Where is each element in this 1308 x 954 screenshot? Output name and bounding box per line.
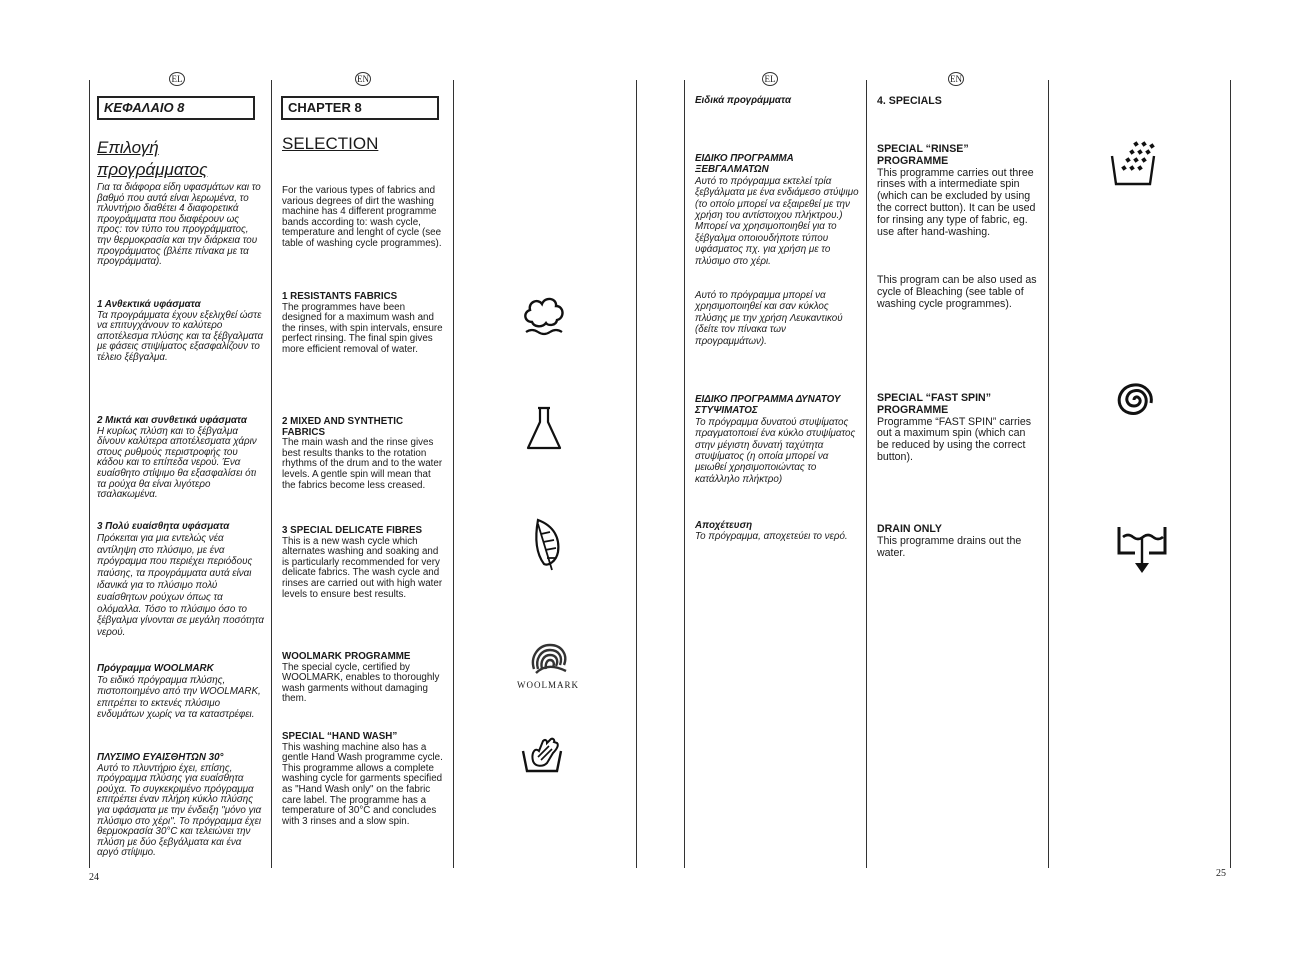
- lang-tag-greek: EL: [169, 72, 185, 86]
- woolmark-icon: [528, 639, 570, 677]
- spin-section-greek: ΕΙΔΙΚΟ ΠΡΟΓΡΑΜΜΑ ΔΥΝΑΤΟΥ ΣΤΥΨΙΜΑΤΟΣ Το πρόγραμμα δυνατού στυψίματος πραγματοποιεί ένα κύκλο στυψίματος στην μέγιστη δυνατή ταχύτητα στυψίματος (η οποία μπορεί να μειωθεί χρησιμοποιώντας το κατάλληλο πλήκτρο): [695, 394, 856, 485]
- column-divider: [636, 80, 637, 868]
- hand-wash-icon: [521, 737, 563, 775]
- rinse-section-english: SPECIAL “RINSE” PROGRAMME This programme carries out three rinses with a intermediate spin (which can be excluded by using the correct button). It can be used for rinsing any type of fabric, eg. use after hand-washing.: [877, 143, 1036, 238]
- rinse-bleach-english: This program can be also used as cycle of Bleaching (see table of washing cycle programmes).: [877, 274, 1037, 310]
- lang-tag-english: EN: [950, 74, 962, 84]
- chapter-box-english: CHAPTER 8: [281, 96, 439, 120]
- column-divider: [89, 80, 90, 868]
- page-number-right: 25: [1216, 868, 1226, 879]
- woolmark-label: WOOLMARK: [517, 680, 579, 690]
- section-5-english: SPECIAL “HAND WASH” This washing machine also has a gentle Hand Wash programme cycle. This programme allows a complete washing cycle for garments specified as "Hand Wash only" on the fabric care label. The programme has a temperature of 30°C and concludes with 3 rinses and a slow spin.: [282, 731, 443, 827]
- lang-tag-greek: EL: [762, 72, 778, 86]
- drain-section-greek: Αποχέτευση Το πρόγραμμα, αποχετεύει το νερό.: [695, 520, 848, 543]
- heading-english: 4. SPECIALS: [877, 95, 942, 107]
- drain-icon: [1115, 523, 1169, 577]
- rinse-bleach-greek: Αυτό το πρόγραμμα μπορεί να χρησιμοποιηθεί και σαν κύκλος πλύσης με την χρήση Λευκαντικού (δείτε τον πίνακα των προγραμμάτων).: [695, 290, 843, 347]
- drain-section-english: DRAIN ONLY This programme drains out the water.: [877, 523, 1022, 559]
- section-3-english: 3 SPECIAL DELICATE FIBRES This is a new wash cycle which alternates washing and soaking and is particularly recommended for very delicate fabrics. The wash cycle and rinses are carried out with high water levels to ensure best results.: [282, 525, 443, 600]
- column-divider: [1048, 80, 1049, 868]
- intro-english: For the various types of fabrics and various degrees of dirt the washing machine has 4 different programme bands according to: wash cycle, temperature and lenght of cycle (see table of washing cycle programmes).: [282, 185, 442, 249]
- page-title-english: SELECTION: [282, 134, 379, 153]
- rinse-section-greek: ΕΙΔΙΚΟ ΠΡΟΓΡΑΜΜΑ ΞΕΒΓΑΛΜΑΤΩΝ Αυτό το πρόγραμμα εκτελεί τρία ξεβγάλματα με ένα ενδιάμεσο στύψιμο (το οποίο μπορεί να εξαιρεθεί με την χρήση του αντίστοιχου πλήκτρου.) Μπορεί να χρησιμοποιηθεί για το ξέβγαλμα οποιουδήποτε τύπου υφάσματος πχ. για χρήση με το πλύσιμο στο χέρι.: [695, 153, 859, 267]
- rinse-shower-icon: [1108, 138, 1160, 188]
- column-divider: [866, 80, 867, 868]
- section-2-greek: 2 Μικτά και συνθετικά υφάσματα Η κυρίως πλύση και το ξέβγαλμα δίνουν καλύτερα αποτέλεσματα χάριν στους ρυθμούς περιστροφής του κάδου και το επίπεδα νερού. Ένα ευαίσθητο στίψιμο θα εξασφαλίσει ότι τα ρούχα θα είναι λιγότερο τσαλακωμένα.: [97, 415, 257, 501]
- spin-spiral-icon: [1112, 378, 1156, 422]
- heading-greek: Ειδικά προγράμματα: [695, 95, 792, 106]
- column-divider: [1230, 80, 1231, 868]
- section-2-english: 2 MIXED AND SYNTHETIC FABRICS The main wash and the rinse gives best results thanks to the rotation rhythms of the drum and to the water levels. A gentle spin will mean that the fabrics become less creased.: [282, 416, 443, 491]
- chapter-box-greek: ΚΕΦΑΛΑΙΟ 8: [97, 96, 255, 120]
- page-title-greek: Επιλογή προγράμματος: [97, 138, 208, 179]
- section-4-english: WOOLMARK PROGRAMME The special cycle, certified by WOOLMARK, enables to thoroughly wash garments without damaging them.: [282, 651, 440, 705]
- intro-greek: Για τα διάφορα είδη υφασμάτων και το βαθμό που αυτά είναι λερωμένα, το πλυντήριο διαθέτει 4 διαφορετικά προγράμματα που διαφέρουν ως προς: τον τύπο του προγράμματος, την θερμοκρασία και την διάρκεια του προγράμματος (βλέπε πίνακα με τα προγράμματα).: [97, 182, 261, 268]
- feather-icon: [528, 516, 568, 574]
- cotton-cloud-icon: [520, 292, 568, 338]
- page-number-left: 24: [89, 872, 99, 883]
- column-divider: [453, 80, 454, 868]
- section-4-greek: Πρόγραμμα WOOLMARK Το ειδικό πρόγραμμα πλύσης, πιστοποιημένο από την WOOLMARK, επιτρέπει το εκτενές πλύσιμο ενδυμάτων χωρίς να τα καταστρέφει.: [97, 663, 261, 721]
- column-divider: [271, 80, 272, 868]
- flask-icon: [523, 404, 565, 452]
- section-1-greek: 1 Ανθεκτικά υφάσματα Τα προγράμματα έχουν εξελιχθεί ώστε να επιτυγχάνουν το καλύτερο αποτέλεσμα πλύσης και τα ξέβγαλματα με φάσεις στιψίματος εξασφαλίζουν το τέλειο ξέβγαλμα.: [97, 299, 264, 363]
- section-5-greek: ΠΛΥΣΙΜΟ ΕΥΑΙΣΘΗΤΩΝ 30° Αυτό το πλυντήριο έχει, επίσης, πρόγραμμα πλύσης για ευαίσθητα ρούχα. Το συγκεκριμένο πρόγραμμα επιτρέπει έναν πλήρη κύκλο πλύσης για υφάσματα με την ένδειξη "μόνο για πλύσιμο στο χέρι". Το πρόγραμμα έχει θερμοκρασία 30°C και τελειώνει την πλύση με δύο ξεβγάλματα και ένα αργό στίψιμο.: [97, 752, 262, 859]
- lang-tag-english: EN: [357, 74, 369, 84]
- spin-section-english: SPECIAL “FAST SPIN” PROGRAMME Programme “FAST SPIN” carries out a maximum spin (which can be reduced by using the correct button).: [877, 392, 1032, 463]
- section-1-english: 1 RESISTANTS FABRICS The programmes have been designed for a maximum wash and the rinses, with spin intervals, ensure perfect rinsing. The final spin gives more efficient removal of water.: [282, 291, 443, 355]
- column-divider: [684, 80, 685, 868]
- section-3-greek: 3 Πολύ ευαίσθητα υφάσματα Πρόκειται για μια εντελώς νέα αντίληψη στο πλύσιμο, με ένα πρόγραμμα που περιέχει περιόδους παύσης, τα προγράμματα αυτά είναι ιδανικά για το πλύσιμο πολύ ευαίσθητων ρούχων όπως τα ολόμαλλα. Τόσο το πλύσιμο όσο το ξέβγαλμα γίνονται σε μεγάλη ποσότητα νερού.: [97, 521, 264, 639]
